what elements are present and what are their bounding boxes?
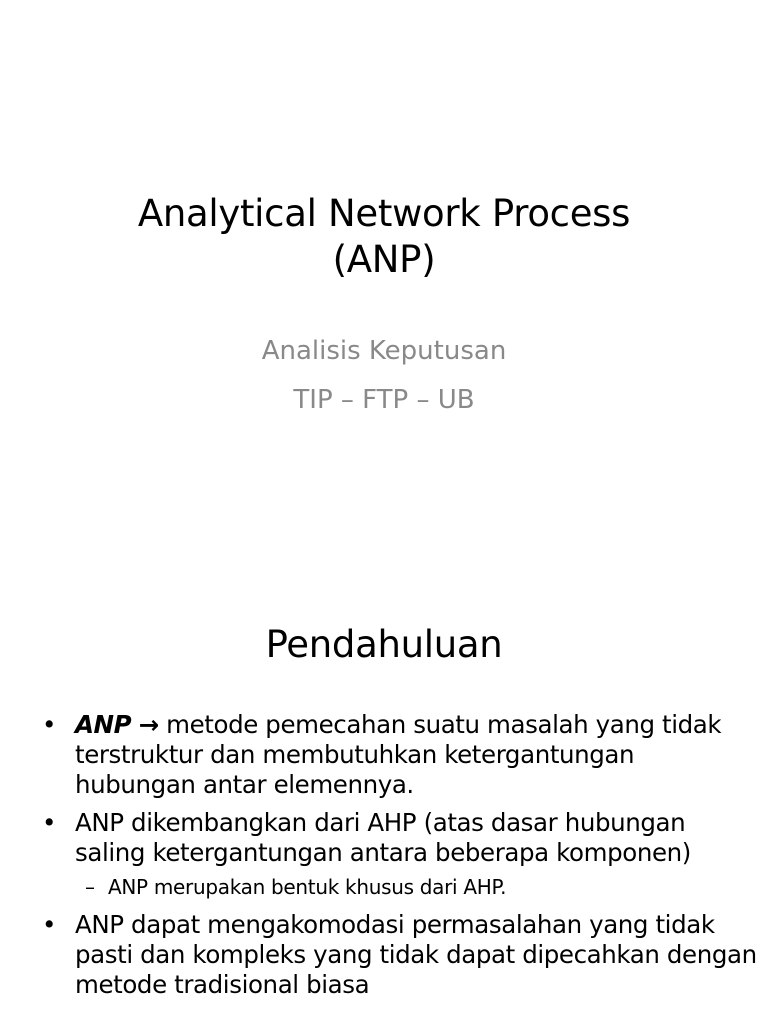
bullet-item [40,910,760,1000]
title-line-1: Analytical Network Process [137,192,631,235]
bullet-marker: • [42,710,57,739]
bullet-text: ANP dikembangkan dari AHP (atas dasar hubungan saling ketergantungan antara beberapa komponen) [75,808,691,867]
subtitle-line-1: Analisis Keputusan [261,336,507,366]
sub-bullet-text: ANP merupakan bentuk khusus dari AHP. [108,875,507,899]
arrow-right-icon: → [138,710,159,739]
sub-bullet-item [40,874,760,900]
subtitle-line-2: TIP – FTP – UB [293,385,475,415]
bullet-item [40,808,760,868]
slide-heading: Pendahuluan [265,623,503,666]
content-slide [0,576,768,1024]
bullet-list [40,710,760,1008]
slide-title [0,191,768,283]
bullet-text: ANP dapat mengakomodasi permasalahan yang tidak pasti dan kompleks yang tidak dapat dipecahkan dengan metode tradisional biasa [75,910,757,999]
bullet-item [40,710,760,800]
bullet-keyword: ANP [75,710,132,739]
sub-bullet-marker: – [85,875,95,899]
bullet-text: metode pemecahan suatu masalah yang tidak terstruktur dan membutuhkan ketergantungan hubungan antar elemennya. [75,710,722,799]
title-line-2: (ANP) [332,238,436,281]
bullet-marker: • [42,808,57,837]
bullet-marker: • [42,910,57,939]
